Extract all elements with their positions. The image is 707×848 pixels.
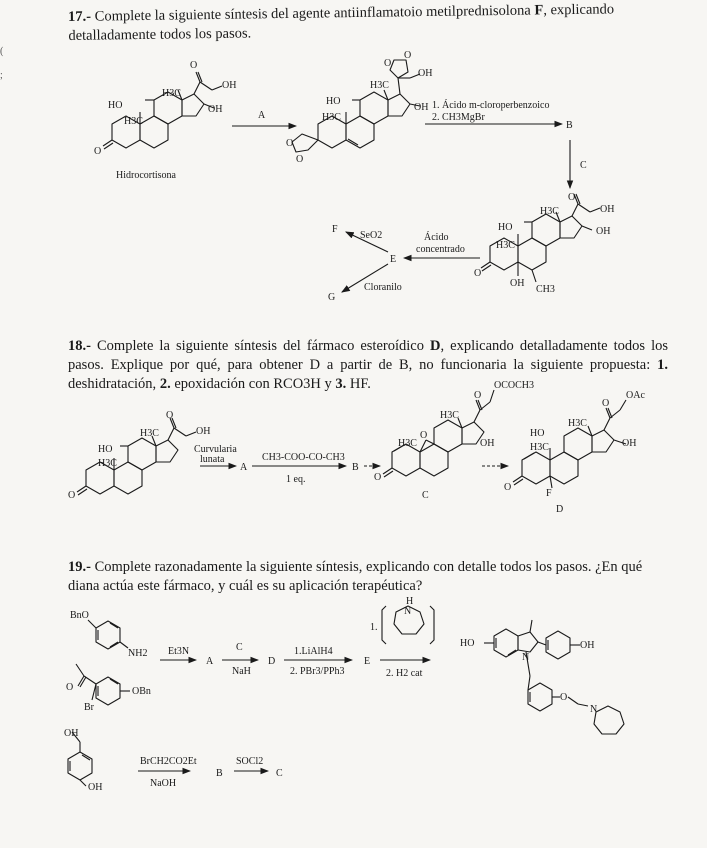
q19-nah: NaH — [232, 666, 251, 677]
q19-lbl-a: A — [206, 656, 214, 667]
q18-h3c-5: H3C — [568, 418, 587, 429]
q19-nh2: NH2 — [128, 648, 148, 659]
q18-ococh3: OCOCH3 — [494, 380, 535, 391]
q17-step-a: A — [258, 110, 266, 121]
q17-oh-2: OH — [222, 80, 237, 91]
q17-start-name: Hidrocortisona — [116, 170, 176, 181]
benzyloxyaniline-structure — [88, 620, 128, 649]
q19-br: Br — [84, 702, 94, 713]
q18-lbl-c: C — [422, 490, 429, 501]
q18-lbl-d: D — [556, 504, 564, 515]
q17-reagent-2: 2. CH3MgBr — [432, 112, 485, 123]
q19-n-1: N — [404, 606, 412, 617]
q19-number: 19.- — [68, 559, 91, 575]
q17-h3c-1: H3C — [124, 116, 143, 127]
q19-lbl-d: D — [268, 656, 276, 667]
q18-h3c-2: H3C — [140, 428, 159, 439]
q18-step3-num: 3. — [335, 376, 347, 392]
q18-step2: epoxidación con RCO3H y — [174, 376, 332, 392]
q18-o-7: O — [504, 482, 512, 493]
q18-line2: pasos. Explique por qué, para obtener D a partir de B, no funcionaria la siguiente propuesta: — [68, 357, 651, 373]
q18-o-6: O — [602, 398, 610, 409]
q18-lbl-a: A — [240, 462, 248, 473]
q18-h3c-3: H3C — [440, 410, 459, 421]
q18-h3c-1: H3C — [98, 458, 117, 469]
q17-lbl-e: E — [390, 254, 397, 265]
q18-ho-1: HO — [98, 444, 113, 455]
q17-h3c-3: H3C — [322, 112, 341, 123]
margin-paren: ( — [0, 46, 4, 57]
q17-h3c-6: H3C — [540, 206, 559, 217]
q18-h3c-6: H3C — [530, 442, 549, 453]
q19-ho: HO — [460, 638, 475, 649]
q17-o-3: O — [286, 138, 294, 149]
margin-semicolon: ; — [0, 70, 3, 81]
q17-oh-6: OH — [600, 204, 615, 215]
q19-et3n: Et3N — [168, 646, 190, 657]
q17-cloranilo: Cloranilo — [364, 282, 402, 293]
q18-ho-2: HO — [530, 428, 545, 439]
q18-o-5: O — [374, 472, 382, 483]
q19-naoh: NaOH — [150, 778, 177, 789]
q17-statement-end: , explicando detalladamente todos los pasos. — [68, 1, 615, 44]
q18-line1b: , explicando detalladamente todos los — [440, 338, 669, 354]
q17-h3c-4: H3C — [370, 80, 389, 91]
q17-h3c-2: H3C — [162, 88, 181, 99]
q18-eq: 1 eq. — [286, 474, 306, 485]
q17-o-6: O — [404, 50, 412, 61]
q18-oac: OAc — [626, 390, 645, 401]
q18-f: F — [546, 488, 552, 499]
q19-brch2: BrCH2CO2Et — [140, 756, 197, 767]
q17-o-7: O — [568, 192, 576, 203]
q17-seo2: SeO2 — [360, 230, 383, 241]
q18-o-4: O — [474, 390, 482, 401]
q18-number: 18.- — [68, 338, 91, 354]
q18-lbl-b: B — [352, 462, 359, 473]
hydroxybenzyl-alcohol-structure — [68, 732, 92, 786]
q19-n-3: N — [590, 704, 598, 715]
q19-labels — [64, 596, 597, 793]
q17-statement: Complete la siguiente síntesis del agente antiinflamatoio metilprednisolona — [94, 2, 531, 25]
q18-o-1: O — [166, 410, 174, 421]
q18-o-2: O — [68, 490, 76, 501]
final-product-structure — [484, 620, 624, 734]
q19-obn: OBn — [132, 686, 151, 697]
q17-acid-2: concentrado — [416, 244, 465, 255]
q18-line1a: Complete la siguiente síntesis del fármaco esteroídico — [97, 338, 424, 354]
q19-one: 1. — [370, 622, 378, 633]
q19-lbl-b: B — [216, 768, 223, 779]
q18-o-3: O — [420, 430, 428, 441]
q19-pbr3: 2. PBr3/PPh3 — [290, 666, 345, 677]
q17-lbl-g: G — [328, 292, 336, 303]
q18-curv-1: Curvularia — [194, 444, 237, 455]
q17-oh-3: OH — [414, 102, 429, 113]
q17-step-c: C — [580, 160, 587, 171]
q18-compound-c-structure — [383, 390, 494, 477]
q17-ho-2: HO — [326, 96, 341, 107]
q17-oh-1: OH — [208, 104, 223, 115]
q17-ho-3: HO — [498, 222, 513, 233]
q18-labels — [68, 380, 645, 515]
q18-step1-num: 1. — [657, 357, 669, 373]
q17-number: 17.- — [68, 8, 92, 25]
q17-oh-4: OH — [418, 68, 433, 79]
q17-oh-5: OH — [596, 226, 611, 237]
q17-o-1: O — [94, 146, 102, 157]
q19-lbl-c-2: C — [276, 768, 283, 779]
q19-lialh4: 1.LiAlH4 — [294, 646, 333, 657]
q18-start-structure — [77, 418, 196, 495]
q19-h2: 2. H2 cat — [386, 668, 423, 679]
q19-oh: OH — [580, 640, 595, 651]
q17-h3c-5: H3C — [496, 240, 515, 251]
q17-labels — [94, 50, 614, 303]
q19-lbl-c-1: C — [236, 642, 243, 653]
q18-step3: HF. — [349, 376, 371, 392]
q17-oh-7: OH — [510, 278, 525, 289]
q19-oh-bottom: OH — [88, 782, 103, 793]
q19-line2: diana actúa este fármaco, y cuál es su aplicación terapéutica? — [68, 578, 423, 594]
q19-bno: BnO — [70, 610, 89, 621]
q19-socl2: SOCl2 — [236, 756, 264, 767]
q17-o-2: O — [190, 60, 198, 71]
q19-o-1: O — [66, 682, 74, 693]
q18-step1: deshidratación, — [68, 376, 157, 392]
q19-n-2: N — [522, 652, 530, 663]
q19-lbl-e: E — [364, 656, 371, 667]
q18-h3c-4: H3C — [398, 438, 417, 449]
q17-target: F — [534, 2, 544, 19]
q17-o-8: O — [474, 268, 482, 279]
ketal-intermediate-structure — [292, 60, 420, 152]
q17-acid-1: Ácido — [424, 232, 449, 243]
q18-anhydride: CH3-COO-CO-CH3 — [262, 452, 345, 463]
q18-oh-2: OH — [480, 438, 495, 449]
q19-h: H — [406, 596, 414, 607]
q19-line1: Complete razonadamente la siguiente síntesis, explicando con detalle todos los pasos. ¿En qué — [94, 559, 643, 575]
q19-oh-top: OH — [64, 728, 79, 739]
q17-ho-1: HO — [108, 100, 123, 111]
q18-oh-1: OH — [196, 426, 211, 437]
q18-target: D — [430, 338, 441, 354]
q19-o-2: O — [560, 692, 568, 703]
q18-step2-num: 2. — [159, 376, 171, 392]
q18-curv-2: lunata — [200, 454, 225, 465]
q17-ch3: CH3 — [536, 284, 555, 295]
q17-step-b: B — [566, 120, 573, 131]
q17-reagent-1: 1. Ácido m-cloroperbenzoico — [432, 100, 550, 111]
q17-o-4: O — [296, 154, 304, 165]
q17-o-5: O — [384, 58, 392, 69]
bromoketone-structure — [76, 664, 130, 705]
q18-oh-3: OH — [622, 438, 637, 449]
q17-lbl-f: F — [332, 224, 338, 235]
